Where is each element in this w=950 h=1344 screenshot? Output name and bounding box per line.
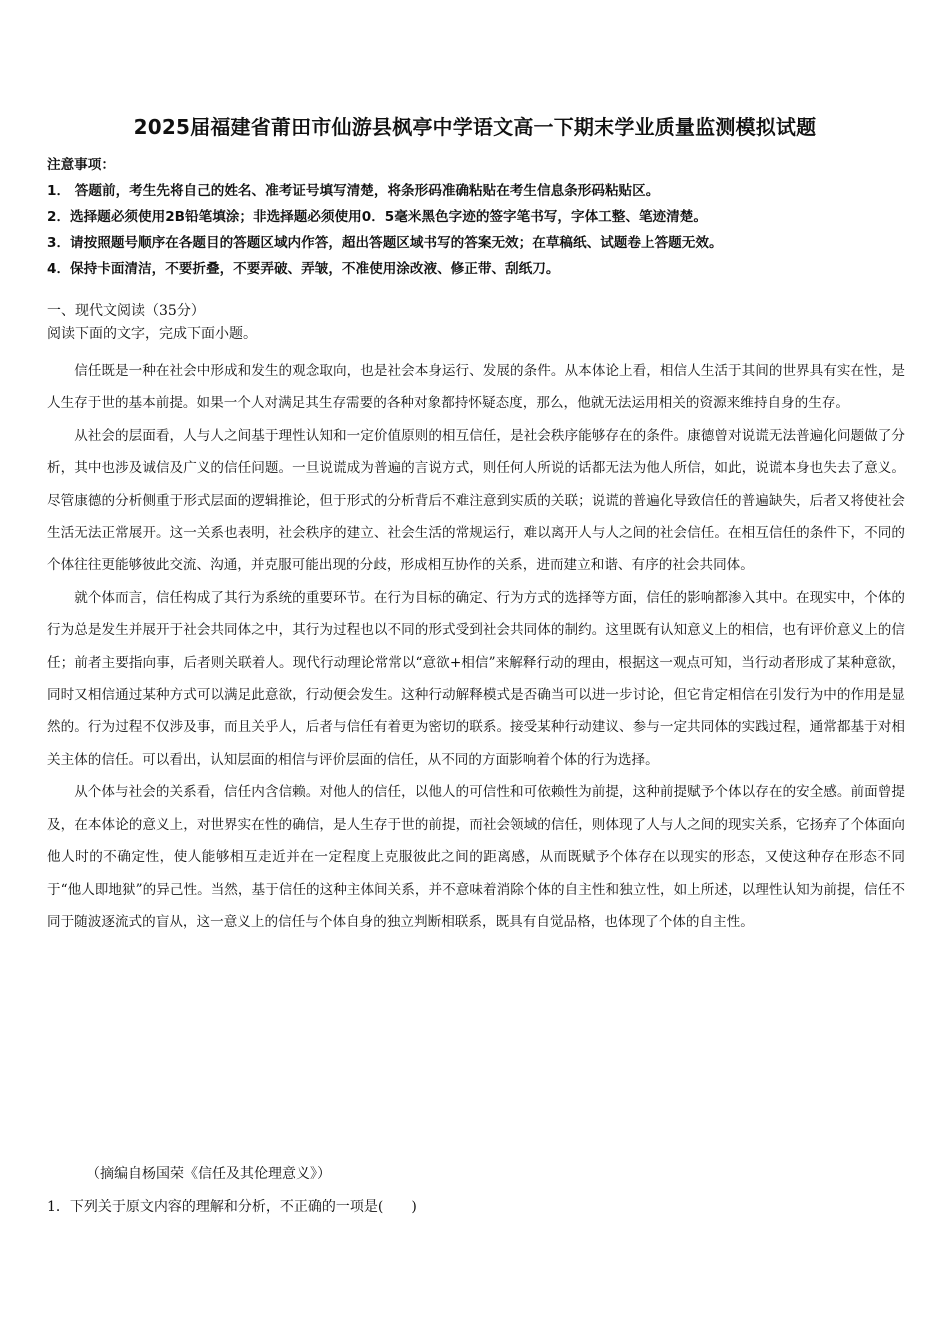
passage-paragraph: 从社会的层面看，人与人之间基于理性认知和一定价值原则的相互信任，是社会秩序能够存在的条件。康德曾对说谎无法普遍化问题做了分析，其中也涉及诚信及广义的信任问题。一旦说谎成为普遍的言说方式，则任何人所说的话都无法为他人所信，如此，说谎本身也失去了意义。尽管康德的分析侧重于形式层面的逻辑推论，但于形式的分析背后不难注意到实质的关联；说谎的普遍化导致信任的普遍缺失，后者又将使社会生活无法正常展开。这一关系也表明，社会秩序的建立、社会生活的常规运行，难以离开人与人之间的社会信任。在相互信任的条件下，不同的个体往往更能够彼此交流、沟通，并克服可能出现的分歧，形成相互协作的关系，进而建立和谐、有序的社会共同体。 <box>47 427 905 574</box>
reading-instruction: 阅读下面的文字，完成下面小题。 <box>47 326 257 342</box>
notice-item: 2．选择题必须使用2B铅笔填涂；非选择题必须使用0．5毫米黑色字迹的签字笔书写，字体工整、笔迹清楚。 <box>47 209 707 225</box>
notice-item: 4．保持卡面清洁，不要折叠，不要弄破、弄皱，不准使用涂改液、修正带、刮纸刀。 <box>47 261 560 277</box>
reading-passage <box>47 355 905 938</box>
passage-paragraph: 就个体而言，信任构成了其行为系统的重要环节。在行为目标的确定、行为方式的选择等方面，信任的影响都渗入其中。在现实中，个体的行为总是发生并展开于社会共同体之中，其行为过程也以不同的形式受到社会共同体的制约。这里既有认知意义上的相信，也有评价意义上的信任；前者主要指向事，后者则关联着人。现代行动理论常常以“意欲+相信”来解释行动的理由，根据这一观点可知，当行动者形成了某种意欲，同时又相信通过某种方式可以满足此意欲，行动便会发生。这种行动解释模式是否确当可以进一步讨论，但它肯定相信在引发行为中的作用是显然的。行为过程不仅涉及事，而且关乎人，后者与信任有着更为密切的联系。接受某种行动建议、参与一定共同体的实践过程，通常都基于对相关主体的信任。可以看出，认知层面的相信与评价层面的信任，从不同的方面影响着个体的行为选择。 <box>47 589 905 768</box>
notice-heading: 注意事项： <box>47 157 115 173</box>
passage-paragraph: 信任既是一种在社会中形成和发生的观念取向，也是社会本身运行、发展的条件。从本体论上看，相信人生活于其间的世界具有实在性，是人生存于世的基本前提。如果一个人对满足其生存需要的各种对象都持怀疑态度，那么，他就无法运用相关的资源来维持自身的生存。 <box>47 363 905 412</box>
passage-source: （摘编自杨国荣《信任及其伦理意义》） <box>86 1166 331 1182</box>
section-heading: 一、现代文阅读（35分） <box>47 303 205 319</box>
notice-block <box>47 152 907 282</box>
passage-paragraph: 从个体与社会的关系看，信任内含信赖。对他人的信任，以他人的可信性和可依赖性为前提，这种前提赋予个体以存在的安全感。前面曾提及，在本体论的意义上，对世界实在性的确信，是人生存于世的前提，而社会领域的信任，则体现了人与人之间的现实关系，它扬弃了个体面向他人时的不确定性，使人能够相互走近并在一定程度上克服彼此之间的距离感，从而既赋予个体存在以现实的形态，又使这种存在形态不同于“他人即地狱”的异己性。当然，基于信任的这种主体间关系，并不意味着消除个体的自主性和独立性，如上所述，以理性认知为前提，信任不同于随波逐流式的盲从，这一意义上的信任与个体自身的独立判断相联系，既具有自觉品格，也体现了个体的自主性。 <box>47 784 905 930</box>
notice-item: 3．请按照题号顺序在各题目的答题区域内作答，超出答题区域书写的答案无效；在草稿纸、试题卷上答题无效。 <box>47 235 723 251</box>
exam-title: 2025届福建省莆田市仙游县枫亭中学语文高一下期末学业质量监测模拟试题 <box>133 115 817 139</box>
question-1: 1．下列关于原文内容的理解和分析，不正确的一项是( ) <box>47 1199 417 1215</box>
notice-item: 1． 答题前，考生先将自己的姓名、准考证号填写清楚，将条形码准确粘贴在考生信息条形码粘贴区。 <box>47 183 660 199</box>
